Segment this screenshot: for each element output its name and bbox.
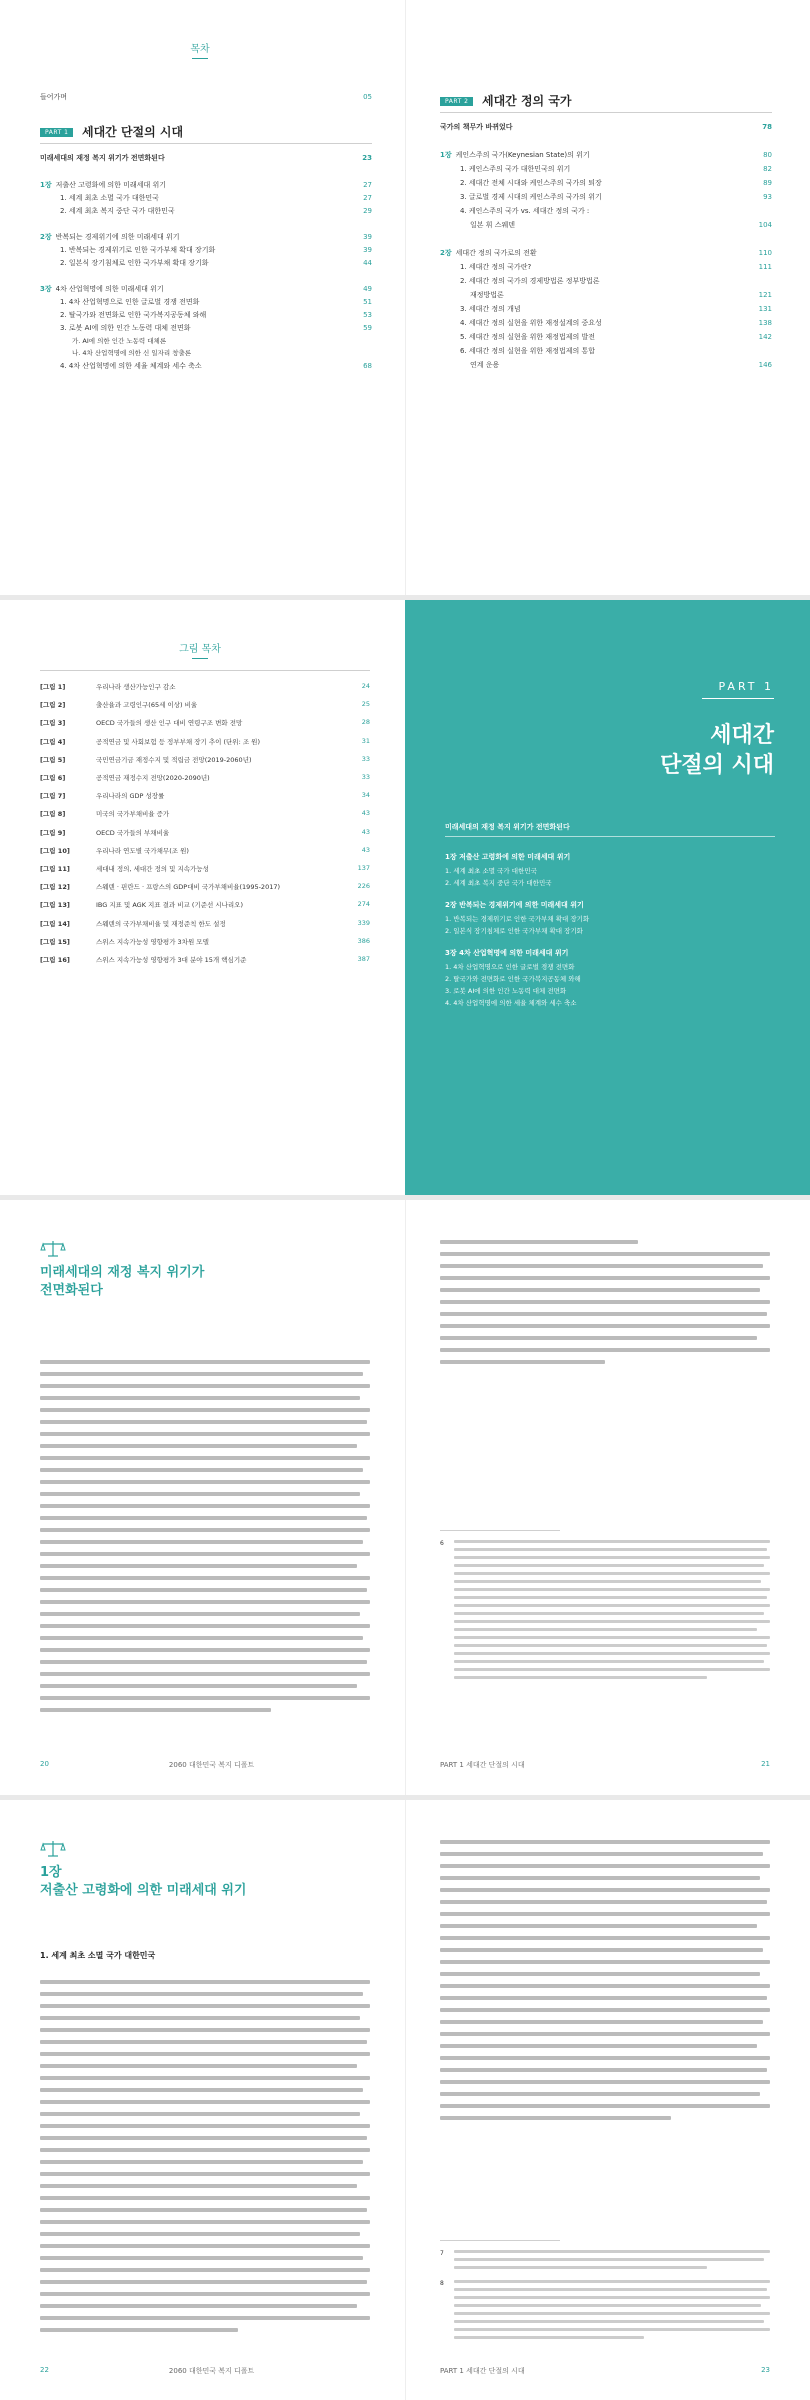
part1-ch1-title: 저출산 고령화에 의한 미래세대 위기 [55,181,166,189]
figure-page: 339 [357,918,370,927]
figure-page: 43 [361,809,370,818]
toc-item-label: 나. 4차 산업혁명에 의한 신 일자리 창출론 [72,349,192,357]
footnote-rule [440,1530,560,1531]
part2-ch2-item6[interactable] [460,346,772,356]
figure-list-item[interactable] [40,864,370,873]
figure-text: IBG 지표 및 AGK 지표 결과 비교 (기준선 시나리오) [96,901,243,910]
figure-page: 386 [357,936,370,945]
figure-list-item[interactable] [40,937,370,946]
right-body-text [440,1840,770,2128]
spread-20-21 [0,1200,810,1795]
part2-lead-page: 78 [762,123,772,131]
figures-rule [40,670,370,671]
left-body-text [40,1980,370,2340]
footer-left [40,2366,370,2376]
figure-label: [그림 14] [40,919,70,928]
footer-right [440,1760,770,1770]
part-page-lead-rule [445,836,775,837]
figures-spread [0,600,810,1195]
toc-item-label: 1. 4차 산업혁명으로 인한 글로벌 경쟁 전면화 [60,298,200,306]
toc-item-label: 1. 반복되는 경제위기로 인한 국가부채 확대 장기화 [60,246,216,254]
figure-text: OECD 국가들의 생산 인구 대비 연령구조 변화 전망 [96,719,243,728]
part2-ch2-item6b[interactable] [470,360,772,370]
spread-22-23 [0,1800,810,2400]
toc-item-page: 44 [363,259,372,267]
part2-ch2-page: 110 [758,249,772,257]
part1-ch3[interactable] [40,284,372,294]
figure-page: 25 [361,700,370,709]
part1-ch2[interactable] [40,232,372,242]
figure-list-item[interactable] [40,882,370,891]
part2-rule [440,112,772,113]
part1-title: 세대간 단절의 시대 [82,125,184,139]
figure-label: [그림 5] [40,755,66,764]
gutter [405,0,406,595]
part-page-ch3: 3장 4차 산업혁명에 의한 미래세대 위기 [445,949,569,957]
toc-item-page: 121 [758,291,772,299]
figure-label: [그림 10] [40,846,70,855]
figure-text: 국민연금기금 재정수지 및 적립금 전망(2019-2060년) [96,755,252,764]
toc-item-label: 2. 일본식 장기침체로 인한 국가부채 확대 장기화 [60,259,209,267]
part2-ch1-item2[interactable] [460,178,772,188]
toc-title: 목차 [170,40,230,59]
part1-lead-label: 미래세대의 재정 복지 위기가 전면화된다 [40,154,165,162]
toc-item-label: 가. AI에 의한 인간 노동력 대체론 [72,337,167,345]
figure-list-item[interactable] [40,718,370,727]
gutter [405,1200,406,1795]
footer-page-number: 23 [761,2366,770,2374]
figure-page: 137 [357,864,370,872]
part2-ch2[interactable] [440,248,772,258]
footer-right [440,2366,770,2376]
part1-ch3-item3b[interactable] [72,348,372,358]
part1-lead-page: 23 [362,154,372,162]
footnote-number: 7 [440,2250,444,2257]
part1-ch2-page: 39 [363,233,372,241]
part1-ch2-title: 반복되는 경제위기에 의한 미래세대 위기 [55,233,180,241]
section-heading-2: 전면화된다 [40,1283,103,1298]
footer-page-number: 21 [761,1760,770,1768]
footnote-8 [440,2280,770,2344]
figure-label: [그림 1] [40,683,66,691]
figure-list-item[interactable] [40,955,370,964]
part-page-ch1: 1장 저출산 고령화에 의한 미래세대 위기 [445,853,571,861]
figure-label: [그림 2] [40,701,66,710]
toc-item-page: 146 [758,361,772,369]
toc-item-label: 재정방법론 [470,291,504,299]
right-body-text [440,1240,770,1372]
footnote-6 [440,1540,770,1684]
figure-label: [그림 11] [40,865,70,873]
part1-ch3-item4[interactable] [60,361,372,371]
section-heading-1: 미래세대의 재정 복지 위기가 [40,1265,205,1280]
figure-label: [그림 9] [40,828,66,837]
figure-label: [그림 7] [40,792,66,801]
part1-lead[interactable] [40,153,372,163]
toc-item-label: 3. 세대간 정의 개념 [460,305,521,313]
part2-ch2-item2b[interactable] [470,290,772,300]
toc-item-label: 3. 로봇 AI에 의한 인간 노동력 대체 전면화 [60,324,191,332]
figure-text: 스웨덴의 국가부채비율 및 재정준칙 한도 설정 [96,919,226,928]
part-page-badge-rule [702,698,774,699]
toc-item-label: 6. 세대간 정의 실현을 위한 재정법제의 통합 [460,347,595,355]
figure-page: 24 [361,682,370,690]
part1-ch3-title: 4차 산업혁명에 의한 미래세대 위기 [55,285,164,293]
figure-page: 31 [361,736,370,745]
figure-text: 세대내 정의, 세대간 정의 및 지속가능성 [96,865,209,873]
footer-book-title: 2060 대한민국 복지 디폴트 [168,1761,255,1769]
figure-page: 33 [361,773,370,781]
footnote-rule [440,2240,560,2241]
toc-item-label: 1. 케인스주의 국가 대한민국의 위기 [460,165,571,173]
toc-item-page: 93 [763,193,772,201]
figure-label: [그림 13] [40,901,70,910]
part1-ch1-num: 1장 [40,181,52,189]
toc-item-page: 138 [758,319,772,327]
toc-item-page: 104 [758,221,772,229]
figure-page: 43 [361,845,370,854]
figure-label: [그림 4] [40,737,66,746]
part-page-ch2-item1: 1. 반복되는 경제위기로 인한 국가부채 확대 장기화 [445,915,590,923]
chapter-title: 저출산 고령화에 의한 미래세대 위기 [40,1883,247,1898]
part2-lead[interactable] [440,122,772,132]
part-page-ch2: 2장 반복되는 경제위기에 의한 미래세대 위기 [445,901,584,909]
part2-ch1-num: 1장 [440,151,452,159]
figure-label: [그림 3] [40,719,66,728]
figure-page: 226 [357,882,370,891]
figure-label: [그림 8] [40,810,66,819]
toc-item-page: 51 [363,298,372,306]
figure-list-item[interactable] [40,809,370,818]
part1-ch1-item1[interactable] [60,193,372,203]
part2-ch1-item4[interactable] [460,206,772,216]
toc-item-label: 연계 운용 [470,361,500,369]
toc-item-label: 4. 케인스주의 국가 vs. 세대간 정의 국가 : [460,207,590,215]
toc-item-page: 59 [363,324,372,332]
part-page-ch3-item4: 4. 4차 산업혁명에 의한 세율 체계와 세수 축소 [445,999,577,1007]
figure-list-item[interactable] [40,700,370,709]
figure-text: 공적연금 재정수지 전망(2020-2090년) [96,774,210,782]
part-page [405,600,810,1195]
figure-list-item[interactable] [40,737,370,746]
figure-text: 우리나라 연도별 국가채무(조 원) [96,846,189,855]
part1-ch3-item1[interactable] [60,297,372,307]
part1-rule [40,143,372,144]
part-page-ch3-item3: 3. 로봇 AI에 의한 인간 노동력 대체 전면화 [445,987,567,995]
gutter [405,1800,406,2400]
toc-item-page: 27 [363,194,372,202]
section-title: 1. 세계 최초 소멸 국가 대한민국 [40,1951,156,1960]
part1-ch3-item2[interactable] [60,310,372,320]
part1-ch2-num: 2장 [40,233,52,241]
part2-ch2-item2[interactable] [460,276,772,286]
part1-ch2-item2[interactable] [60,258,372,268]
figure-list-item[interactable] [40,900,370,909]
toc-spread [0,0,810,595]
part2-ch1-item1[interactable] [460,164,772,174]
figure-text: 스위스 지속가능성 영향평가 3차원 모델 [96,937,209,946]
part-page-badge: PART 1 [718,680,774,693]
part-page-ch1-item1: 1. 세계 최초 소멸 국가 대한민국 [445,867,537,875]
toc-item-label: 1. 세계 최초 소멸 국가 대한민국 [60,194,159,202]
figure-page: 28 [361,718,370,727]
part-page-ch3-item1: 1. 4차 산업혁명으로 인한 글로벌 경쟁 전면화 [445,963,575,971]
part2-ch2-item4[interactable] [460,318,772,328]
toc-item-page: 68 [363,362,372,370]
toc-item-label: 일본 휘 스웨덴 [470,221,516,229]
figure-text: 우리나라의 GDP 성장률 [96,792,165,801]
figure-list-item[interactable] [40,828,370,837]
part2-ch1-item3[interactable] [460,192,772,202]
footer-page-number: 20 [40,1760,49,1768]
part2-ch1-page: 80 [763,151,772,159]
part-page-ch2-item2: 2. 일본식 장기침체로 인한 국가부채 확대 장기화 [445,927,583,935]
figure-text: 스웨덴 · 핀란드 · 프랑스의 GDP대비 국가부채비율(1995-2017) [96,883,281,892]
figure-page: 387 [357,955,370,963]
figure-page: 33 [361,754,370,763]
toc-item-page: 39 [363,246,372,254]
toc-item-label: 3. 글로벌 경제 시대의 케인스주의 국가의 위기 [460,193,602,201]
footer-left [40,1760,370,1770]
figure-label: [그림 15] [40,937,70,946]
toc-item-label: 4. 4차 산업혁명에 의한 세율 체계와 세수 축소 [60,362,202,370]
footnote-number: 8 [440,2280,444,2287]
figure-list-item[interactable] [40,919,370,928]
footer-page-number: 22 [40,2366,49,2374]
figure-page: 34 [361,791,370,800]
figure-label: [그림 16] [40,956,70,964]
part2-badge: PART 2 [440,97,473,106]
part-page-ch3-item2: 2. 탈국가와 전면화로 인한 국가복지공동체 와해 [445,975,581,983]
part2-ch2-num: 2장 [440,249,452,257]
part-page-ch1-item2: 2. 세계 최초 복지 중단 국가 대한민국 [445,879,552,887]
toc-intro[interactable] [40,92,372,102]
toc-item-label: 4. 세대간 정의 실현을 위한 재정설계의 중요성 [460,319,602,327]
figure-text: 스위스 지속가능성 영향평가 3대 분야 15개 핵심기준 [96,956,247,964]
part1-ch1-page: 27 [363,181,372,189]
figure-text: 우리나라 생산가능인구 감소 [96,683,176,691]
part-page-title-1: 세대간 [710,723,774,748]
figure-text: 공적연금 및 사회보험 등 정부부채 장기 추이 (단위: 조 원) [96,737,260,746]
toc-item-label: 2. 세계 최초 복지 중단 국가 대한민국 [60,207,175,215]
figure-list-item[interactable] [40,682,370,691]
toc-intro-label: 들어가며 [40,93,68,101]
figure-page: 274 [357,900,370,909]
figure-text: 미국의 국가부채비율 증가 [96,810,170,819]
part-page-title-2: 단절의 시대 [660,753,774,778]
footer-part-title: PART 1 세대간 단절의 시대 [440,2367,525,2375]
part1-ch1-item2[interactable] [60,206,372,216]
part1-ch3-item3[interactable] [60,323,372,333]
part2-ch2-item3[interactable] [460,304,772,314]
figure-text: 출산율과 고령인구(65세 이상) 비율 [96,701,198,710]
part2-ch1[interactable] [440,150,772,160]
part2-ch1-title: 케인스주의 국가(Keynesian State)의 위기 [455,151,590,159]
figure-text: OECD 국가들의 부채비율 [96,828,170,837]
figure-label: [그림 6] [40,774,66,782]
part2-ch2-title: 세대간 정의 국가로의 전환 [455,249,537,257]
part1-ch1[interactable] [40,180,372,190]
figure-list-item[interactable] [40,846,370,855]
toc-item-label: 1. 세대간 정의 국가란? [460,263,532,271]
toc-item-label: 2. 세대간 전체 시대와 케인스주의 국가의 퇴장 [460,179,602,187]
part1-ch3-page: 49 [363,285,372,293]
figures-title: 그림 목차 [160,640,240,659]
figure-list-item[interactable] [40,755,370,764]
toc-item-page: 89 [763,179,772,187]
toc-item-page: 29 [363,207,372,215]
part1-badge: PART 1 [40,128,73,137]
toc-item-label: 5. 세대간 정의 실현을 위한 재정법제의 발전 [460,333,595,341]
part2-lead-label: 국가의 책무가 바뀌었다 [440,123,513,131]
footnote-number: 6 [440,1540,444,1547]
part1-ch2-item1[interactable] [60,245,372,255]
part1-ch3-num: 3장 [40,285,52,293]
part1-ch3-item3a[interactable] [72,336,372,346]
toc-item-label: 2. 세대간 정의 국가의 경제방법론 정부방법론 [460,277,600,285]
toc-item-page: 142 [758,333,772,341]
toc-item-page: 82 [763,165,772,173]
scales-icon [40,1840,66,1858]
chapter-number: 1장 [40,1865,62,1880]
part2-ch2-item5[interactable] [460,332,772,342]
scales-icon [40,1240,66,1258]
part2-ch2-item1[interactable] [460,262,772,272]
figure-list-item[interactable] [40,791,370,800]
toc-item-page: 111 [758,263,772,271]
toc-item-page: 131 [758,305,772,313]
toc-item-page: 53 [363,311,372,319]
footer-book-title: 2060 대한민국 복지 디폴트 [168,2367,255,2375]
part2-title: 세대간 정의 국가 [482,94,572,108]
toc-intro-page: 05 [363,93,372,101]
figure-list-item[interactable] [40,773,370,782]
toc-item-label: 2. 탈국가와 전면화로 인한 국가복지공동체 와해 [60,311,207,319]
footnote-7 [440,2250,770,2274]
part2-ch1-item4b[interactable] [470,220,772,230]
left-body-text [40,1360,370,1720]
footer-part-title: PART 1 세대간 단절의 시대 [440,1761,525,1769]
part-page-lead: 미래세대의 재정 복지 위기가 전면화된다 [445,823,570,831]
figure-page: 43 [361,827,370,836]
figure-label: [그림 12] [40,883,70,892]
